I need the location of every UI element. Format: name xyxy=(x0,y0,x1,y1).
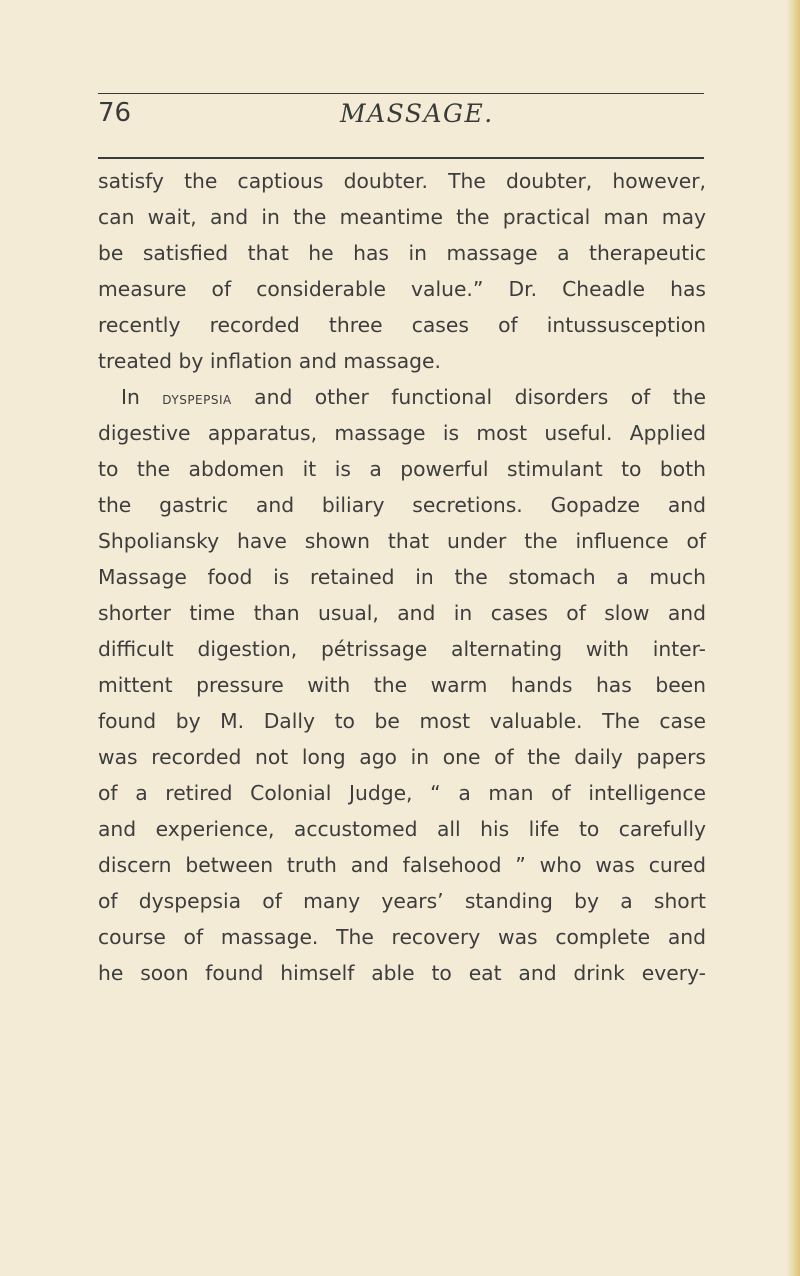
body-text xyxy=(98,163,706,991)
text-line: mittent pressure with the warm hands has been xyxy=(98,673,706,697)
text-line: of dyspepsia of many years’ standing by a short xyxy=(98,889,706,913)
text-line: difficult digestion, pétrissage alternating with inter- xyxy=(98,637,706,661)
text-line: satisfy the captious doubter. The doubter, however, xyxy=(98,169,706,193)
text-line: he soon found himself able to eat and drink every- xyxy=(98,961,706,985)
text-line: can wait, and in the meantime the practical man may xyxy=(98,205,706,229)
text-line: to the abdomen it is a powerful stimulant to both xyxy=(98,457,706,481)
running-head: MASSAGE. xyxy=(340,99,494,128)
text-line: of a retired Colonial Judge, “ a man of intelligence xyxy=(98,781,706,805)
text-line: digestive apparatus, massage is most useful. Applied xyxy=(98,421,706,445)
text-line: course of massage. The recovery was complete and xyxy=(98,925,706,949)
text-line: and experience, accustomed all his life to carefully xyxy=(98,817,706,841)
text-line: measure of considerable value.” Dr. Cheadle has xyxy=(98,277,706,301)
small-caps-term: dyspepsia xyxy=(162,389,232,409)
text-line: was recorded not long ago in one of the daily papers xyxy=(98,745,706,769)
text-line: treated by inflation and massage. xyxy=(98,349,441,373)
text-line: recently recorded three cases of intussusception xyxy=(98,313,706,337)
text-line: Massage food is retained in the stomach a much xyxy=(98,565,706,589)
text-segment: and other functional disorders of the xyxy=(254,385,706,409)
paragraph-start-line xyxy=(98,379,706,415)
text-line: discern between truth and falsehood ” who was cured xyxy=(98,853,706,877)
page-number: 76 xyxy=(98,98,132,128)
text-segment: In xyxy=(121,385,140,409)
text-line: found by M. Dally to be most valuable. The case xyxy=(98,709,706,733)
header-rule-bottom xyxy=(98,157,704,159)
text-line: Shpoliansky have shown that under the influence of xyxy=(98,529,706,553)
text-line: shorter time than usual, and in cases of slow and xyxy=(98,601,706,625)
text-line: the gastric and biliary secretions. Gopadze and xyxy=(98,493,706,517)
text-line: be satisfied that he has in massage a therapeutic xyxy=(98,241,706,265)
page-edge xyxy=(786,0,800,1276)
header-rule-top xyxy=(98,93,704,94)
